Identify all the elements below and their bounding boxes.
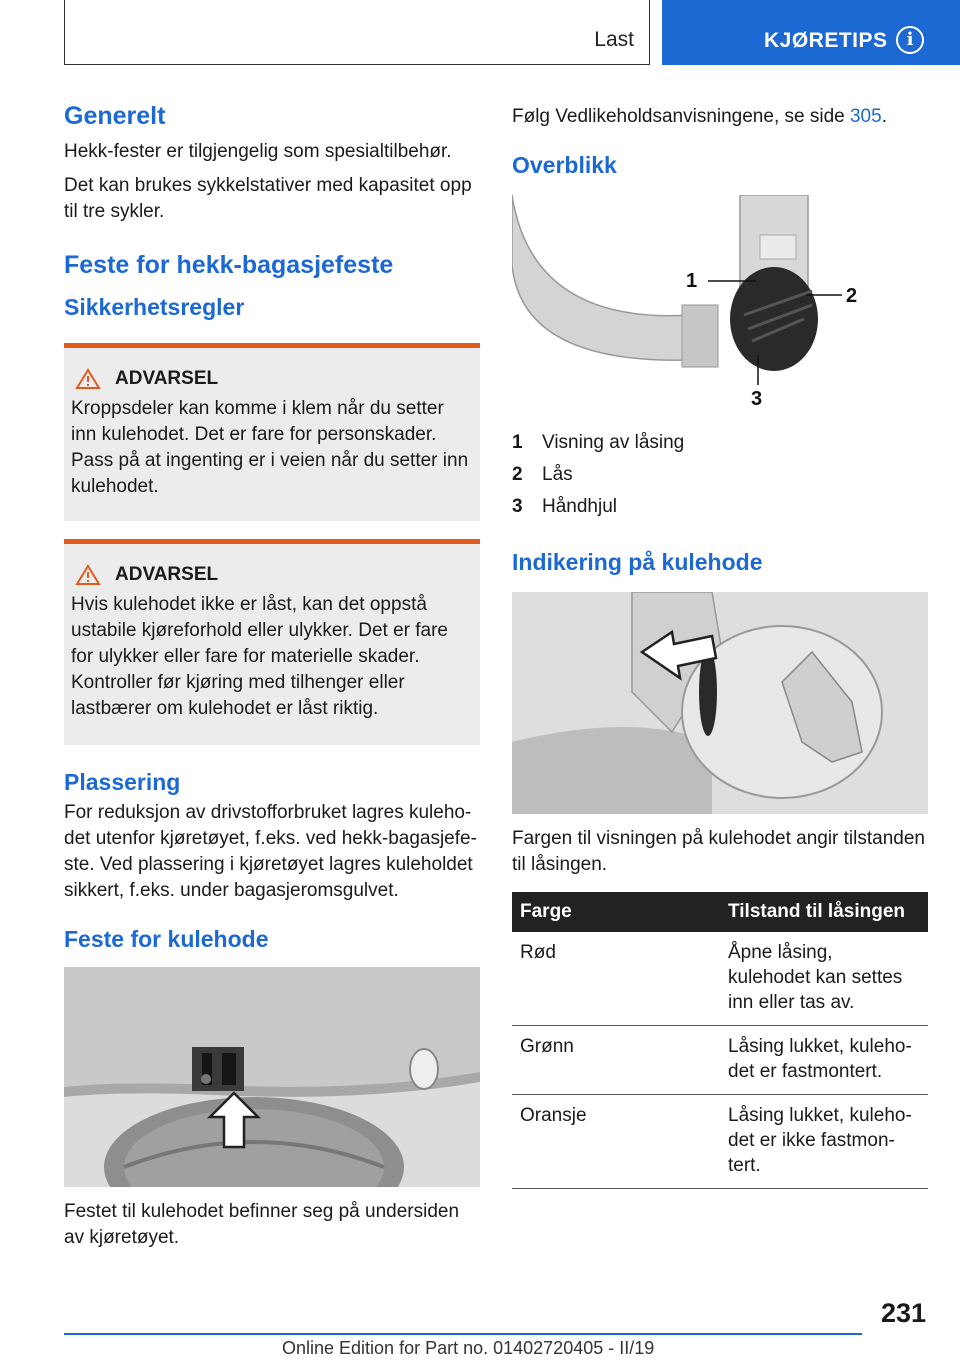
- legend-number: 2: [512, 464, 523, 485]
- heading-generelt: Generelt: [64, 102, 166, 130]
- heading-overblikk: Overblikk: [512, 152, 617, 178]
- table-row: [512, 1095, 928, 1189]
- heading-sikkerhetsregler: Sikkerhetsregler: [64, 294, 245, 320]
- maintenance-text: Følg Vedlikeholdsanvisningene, se side: [512, 106, 850, 127]
- table-cell-color: Grønn: [512, 1026, 720, 1095]
- right-column: [512, 100, 928, 1189]
- warning-triangle-icon: [75, 564, 101, 586]
- legend-item: [512, 459, 928, 491]
- warning-box-1: [64, 343, 480, 521]
- figure-overview: [512, 195, 928, 417]
- warning-triangle-icon: [75, 368, 101, 390]
- warning-label-1: ADVARSEL: [115, 368, 219, 389]
- legend-label: Håndhjul: [542, 496, 617, 517]
- header-frame: [64, 0, 650, 65]
- page-number: 231: [880, 1298, 926, 1328]
- figure-legend: [512, 427, 928, 523]
- table-cell-color: Oransje: [512, 1095, 720, 1189]
- figure-indicator: [512, 592, 928, 814]
- info-icon[interactable]: i: [896, 26, 924, 54]
- section-title: Last: [594, 28, 634, 51]
- table-cell-state: Låsing lukket, kulehodet er ikke fastmontert.: [720, 1095, 928, 1189]
- paragraph-bike-racks: Det kan brukes sykkelstativer med kapasitet opp til tre sykler.: [64, 175, 472, 222]
- table-cell-color: Rød: [512, 932, 720, 1026]
- warning-label-2: ADVARSEL: [115, 564, 219, 585]
- chapter-tab-label: KJØRETIPS: [764, 29, 888, 52]
- legend-item: [512, 491, 928, 523]
- table-cell-state: Låsing lukket, kulehodet er fastmontert.: [720, 1026, 928, 1095]
- heading-plassering: Plassering: [64, 769, 181, 795]
- table-row: [512, 932, 928, 1026]
- footer-edition: Online Edition for Part no. 01402720405 - II/19: [282, 1338, 655, 1358]
- heading-feste-kulehode: Feste for kulehode: [64, 926, 269, 952]
- table-header-farge: Farge: [512, 892, 720, 932]
- legend-number: 1: [512, 432, 523, 453]
- table-cell-state: Åpne låsing, kulehodet kan settes inn eller tas av.: [720, 932, 928, 1026]
- lock-status-table: [512, 892, 928, 1189]
- callout-2: 2: [846, 285, 858, 307]
- warning-text-1: Kroppsdeler kan komme i klem når du setter inn kulehodet. Det er fare for personskader. Pass på at ingenting er i veien når du setter inn kulehodet.: [71, 398, 469, 497]
- callout-1: 1: [686, 270, 698, 292]
- heading-feste-hekk: Feste for hekk-bagasjefeste: [64, 251, 394, 279]
- paragraph-maintenance: [512, 104, 928, 130]
- heading-indikering: Indikering på kulehode: [512, 549, 763, 575]
- warning-title-2: [71, 564, 474, 586]
- legend-label: Visning av låsing: [542, 432, 685, 453]
- paragraph-kulehode: Festet til kulehodet befinner seg på undersiden av kjøretøyet.: [64, 1201, 460, 1248]
- footer-divider: [64, 1333, 862, 1335]
- table-row: [512, 1026, 928, 1095]
- paragraph-plassering: For reduksjon av drivstofforbruket lagres kulehodet utenfor kjøretøyet, f.eks. ved hekk-bagasjefeste. Ved plassering i kjøretøyet lagres kuleholdet sikkert, f.eks. under bagasjeromsgulvet.: [64, 802, 477, 901]
- callout-3: 3: [751, 388, 763, 410]
- paragraph-availability: Hekk-fester er tilgjengelig som spesialtilbehør.: [64, 141, 452, 162]
- maintenance-text-end: .: [881, 106, 887, 127]
- paragraph-indikering: Fargen til visningen på kulehodet angir tilstanden til låsingen.: [512, 828, 925, 875]
- warning-title-1: [71, 368, 474, 390]
- legend-label: Lås: [542, 464, 573, 485]
- legend-item: [512, 427, 928, 459]
- table-header-tilstand: Tilstand til låsingen: [720, 892, 928, 932]
- chapter-tab[interactable]: [662, 0, 960, 65]
- left-column: [64, 100, 480, 1259]
- warning-box-2: [64, 539, 480, 745]
- legend-number: 3: [512, 496, 523, 517]
- table-header-row: [512, 892, 928, 932]
- warning-text-2: Hvis kulehodet ikke er låst, kan det oppstå ustabile kjøreforhold eller ulykker. Det er fare for ulykker eller fare for materielle skader. Kontroller før kjøring med tilhenger eller lastbærer om kulehodet er låst riktig.: [71, 594, 448, 719]
- figure-ball-head-mount: [64, 967, 480, 1187]
- page-link-305[interactable]: 305: [849, 106, 882, 127]
